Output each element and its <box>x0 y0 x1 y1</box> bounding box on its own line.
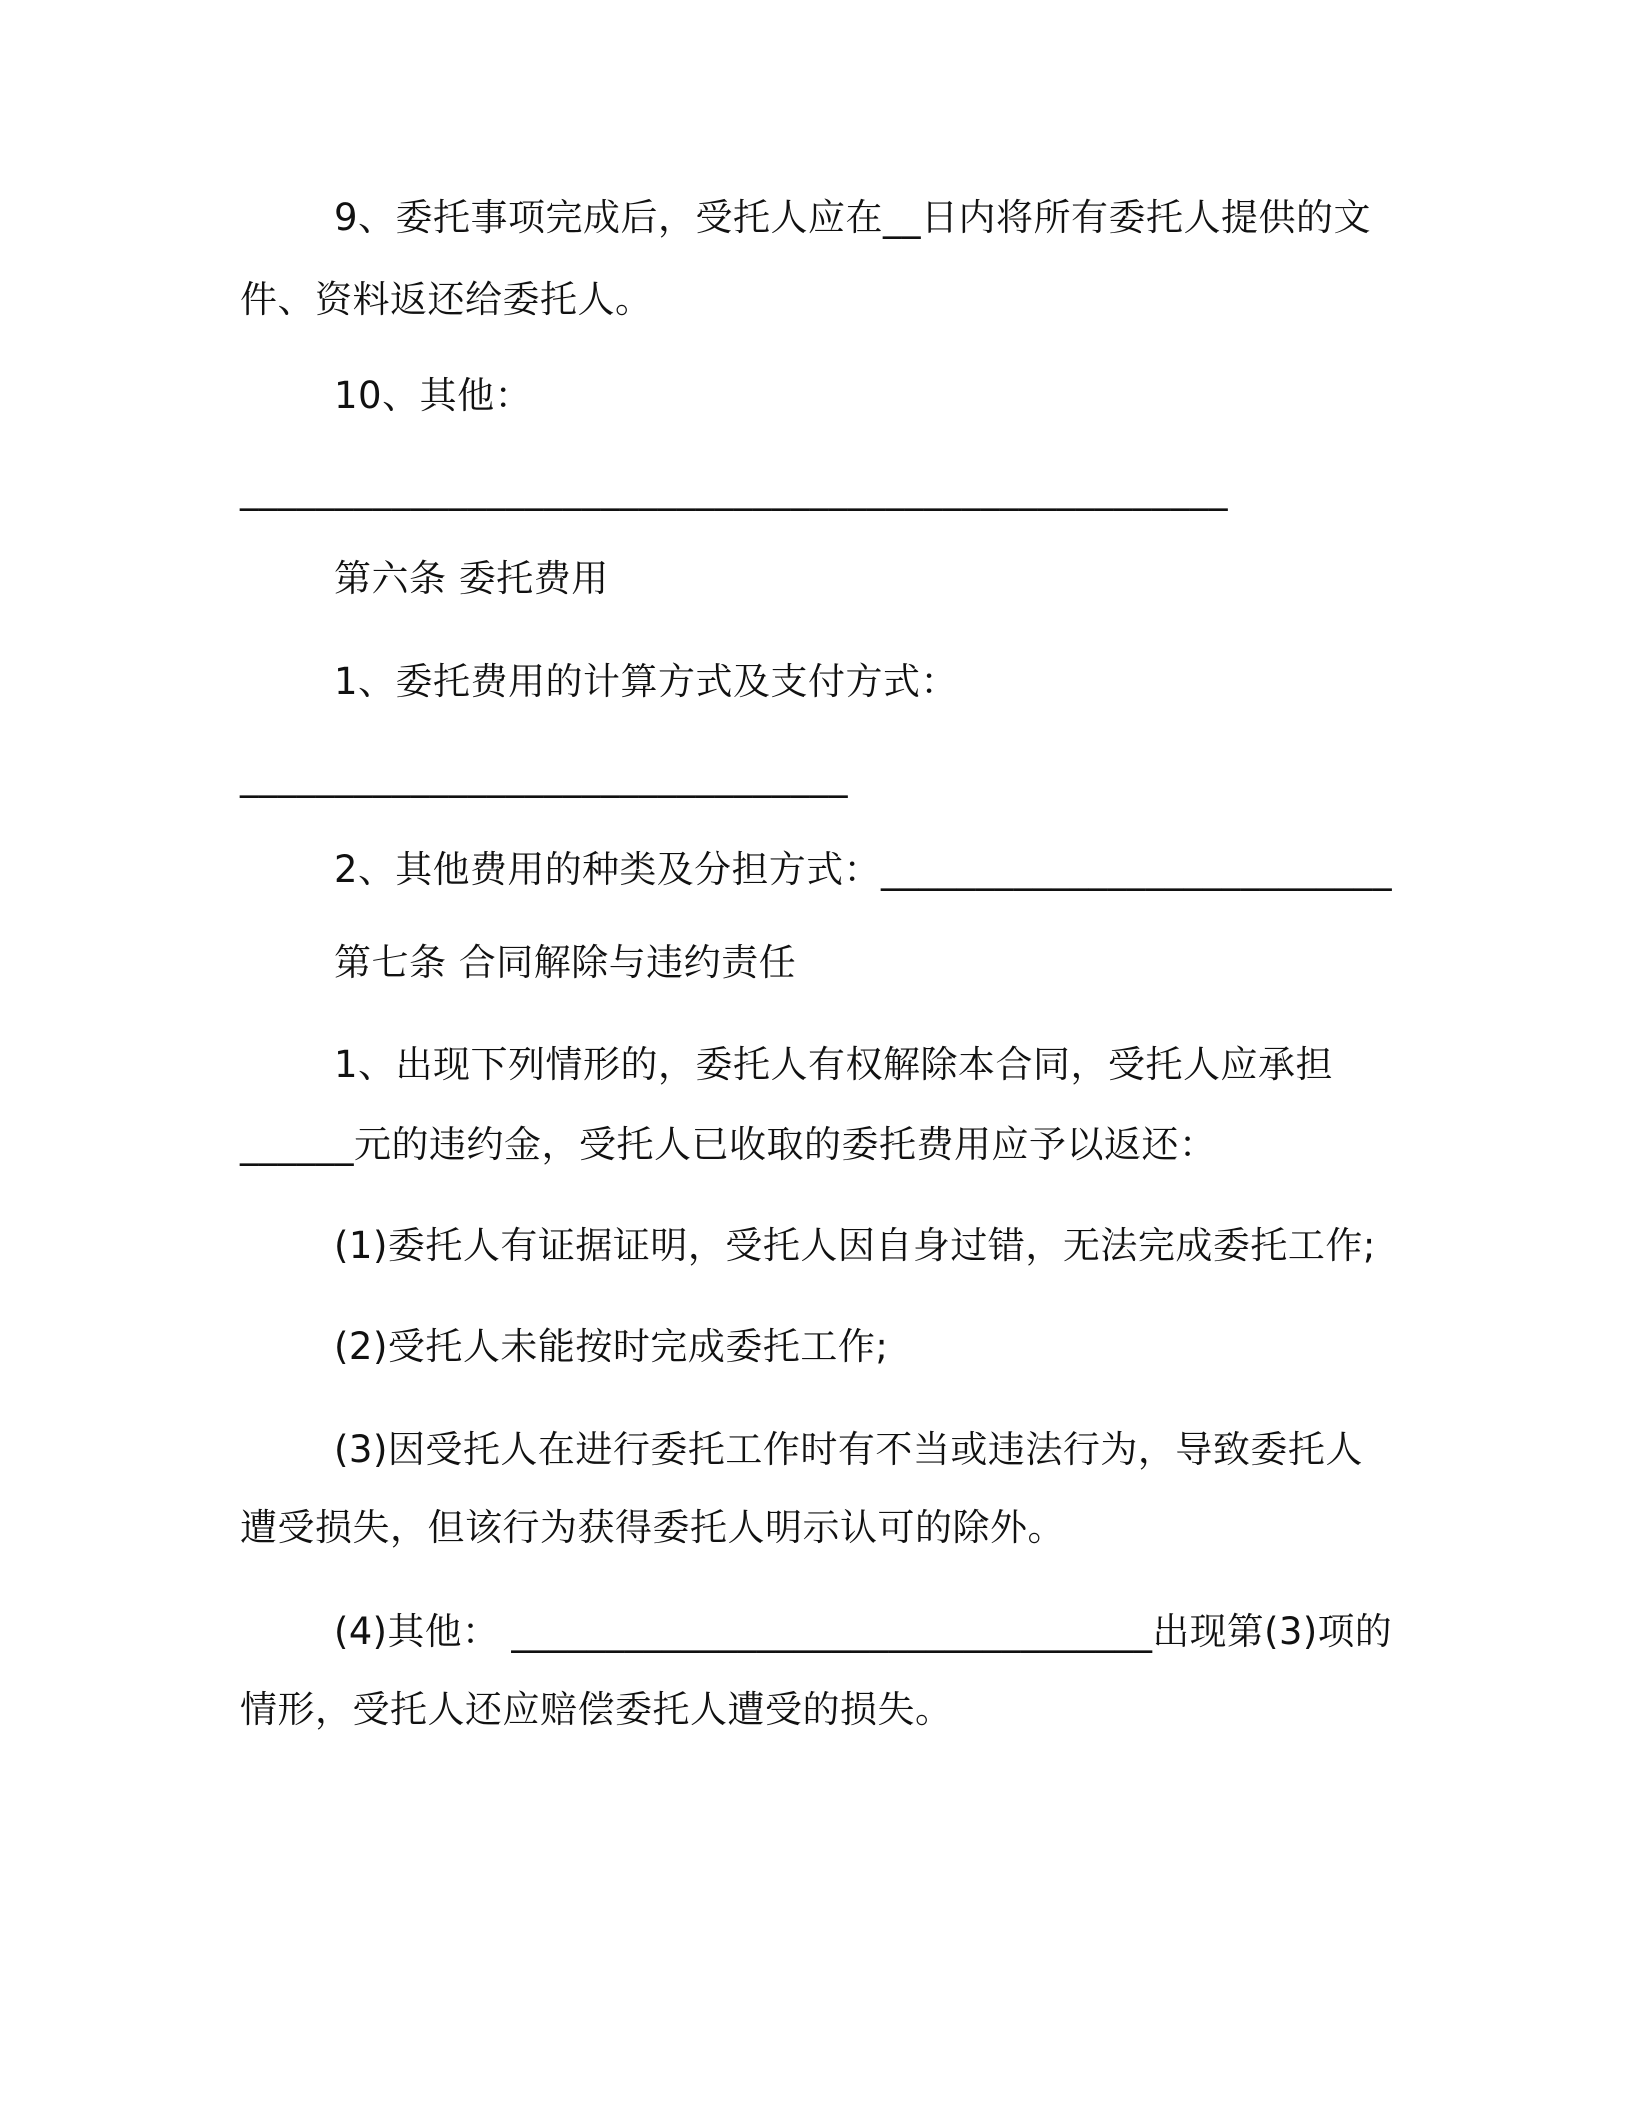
article-6-heading: 第六条 委托费用 <box>334 557 609 600</box>
article-7-subitem-4-line-2: 情形，受托人还应赔偿委托人遭受的损失。 <box>240 1688 953 1731</box>
article-7-subitem-4-line-1: (4)其他： __________________________________出现第(3)项的 <box>334 1610 1393 1653</box>
article-7-item-1-line-2: ______元的违约金，受托人已收取的委托费用应予以返还： <box>240 1123 1217 1166</box>
clause-10-label: 10、其他： <box>334 374 533 417</box>
clause-9-line-1: 9、委托事项完成后，受托人应在__日内将所有委托人提供的文 <box>334 196 1372 239</box>
article-6-item-1: 1、委托费用的计算方式及支付方式： <box>334 660 959 703</box>
article-6-item-2: 2、其他费用的种类及分担方式：___________________________ <box>334 848 1393 891</box>
article-7-subitem-3-line-1: (3)因受托人在进行委托工作时有不当或违法行为，导致委托人 <box>334 1428 1363 1471</box>
clause-9-line-2: 件、资料返还给委托人。 <box>240 278 653 321</box>
article-7-subitem-1: (1)委托人有证据证明，受托人因自身过错，无法完成委托工作; <box>334 1224 1376 1267</box>
clause-10-blank: ____________________________________________________ <box>240 468 1228 511</box>
article-7-subitem-3-line-2: 遭受损失，但该行为获得委托人明示认可的除外。 <box>240 1506 1065 1549</box>
article-7-item-1-line-1: 1、出现下列情形的，委托人有权解除本合同，受托人应承担 <box>334 1043 1334 1086</box>
article-7-heading: 第七条 合同解除与违约责任 <box>334 941 797 984</box>
article-6-item-1-blank: ________________________________ <box>240 755 848 798</box>
article-7-subitem-2: (2)受托人未能按时完成委托工作; <box>334 1325 889 1368</box>
